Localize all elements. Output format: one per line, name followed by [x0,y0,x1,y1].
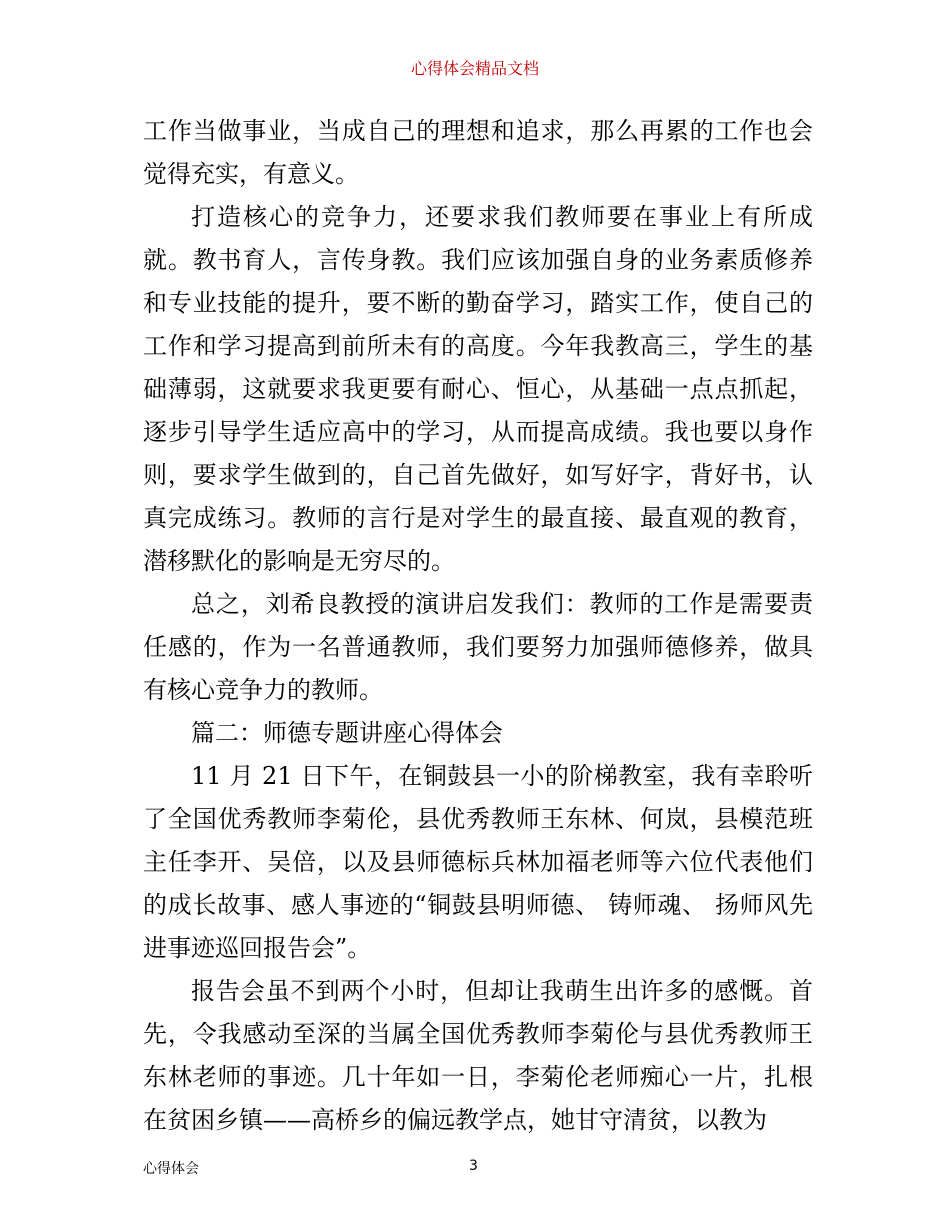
section-heading: 篇二：师德专题讲座心得体会 [191,719,503,747]
paragraph-reflection: 报告会虽不到两个小时，但却让我萌生出许多的感慨。首先，令我感动至深的当属全国优秀教师李菊伦与县优秀教师王东林老师的事迹。几十年如一日，李菊伦老师痴心一片，扎根在贫困乡镇——高桥乡的偏远教学点，她甘守清贫，以教为 [143,977,813,1134]
document-body [143,110,813,1142]
paragraph-report-meeting: 11 月 21 日下午，在铜鼓县一小的阶梯教室，我有幸聆听了全国优秀教师李菊伦，县优秀教师王东林、何岚，县模范班主任李开、吴倍，以及县师德标兵林加福老师等六位代表他们的成长故事、感人事迹的“铜鼓县明师德、 铸师魂、 扬师风先进事迹巡回报告会”。 [143,762,813,962]
paragraph-conclusion: 总之，刘希良教授的演讲启发我们：教师的工作是需要责任感的，作为一名普通教师，我们要努力加强师德修养，做具有核心竞争力的教师。 [143,590,813,704]
paragraph-core-competitiveness: 打造核心的竞争力，还要求我们教师要在事业上有所成就。教书育人，言传身教。我们应该加强自身的业务素质修养和专业技能的提升，要不断的勤奋学习，踏实工作，使自己的工作和学习提高到前所未有的高度。今年我教高三，学生的基础薄弱，这就要求我更要有耐心、恒心，从基础一点点抓起，逐步引导学生适应高中的学习，从而提高成绩。我也要以身作则，要求学生做到的，自己首先做好，如写好字，背好书，认真完成练习。教师的言行是对学生的最直接、最直观的教育，潜移默化的影响是无穷尽的。 [143,203,813,575]
paragraph-continuation: 工作当做事业，当成自己的理想和追求，那么再累的工作也会觉得充实，有意义。 [143,117,813,188]
document-header: 心得体会精品文档 [410,59,539,78]
page-number: 3 [469,1158,478,1174]
footer-label: 心得体会 [143,1161,199,1177]
